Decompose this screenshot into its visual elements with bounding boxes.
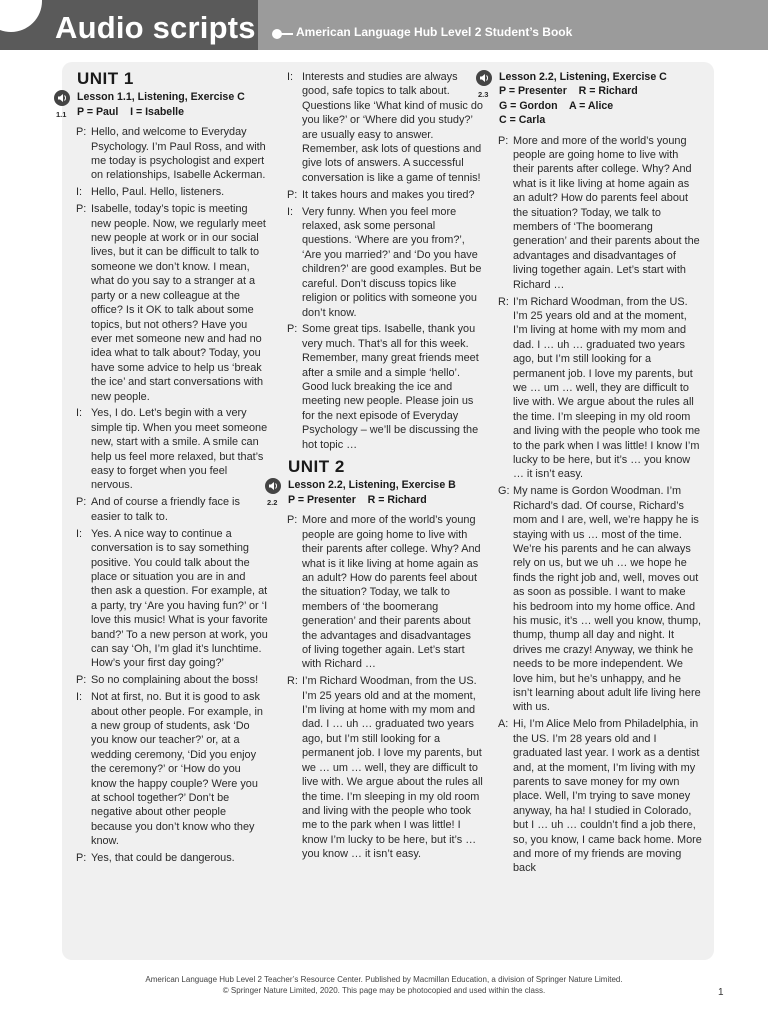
speaker-label: P: <box>76 126 87 139</box>
unit-heading: UNIT 2 <box>288 457 345 477</box>
book-title: American Language Hub Level 2 Student’s Book <box>296 25 573 39</box>
track-number: 2.2 <box>267 498 278 508</box>
track-number: 1.1 <box>56 110 67 120</box>
script-lines <box>72 125 268 865</box>
speaker-text: Yes, I do. Let’s begin with a very simple tip. When you meet someone new, start with a smile. A smile can help us feel more relaxed, but that’s easy to forget when you feel nervous. <box>91 407 268 492</box>
column-3 <box>478 70 702 878</box>
speaker-label: R: <box>287 675 298 688</box>
script-turn <box>72 690 268 848</box>
speaker-label: P: <box>76 674 87 687</box>
speaker-label: A: <box>498 718 509 731</box>
footer-copyright: © Springer Nature Limited, 2020. This page may be photocopied and used within the class. <box>222 986 546 995</box>
script-turn <box>494 134 702 292</box>
speaker-label: I: <box>76 407 83 420</box>
speaker-text: My name is Gordon Woodman. I’m Richard’s dad. Of course, Richard’s mom and I are, well, we’re happy he is staying with us … most of the time. We’re his parents and he can always rely on us, but we uh … we hope he finds the right job and, well, moves out as soon as possible. I want to make his bedroom into my home office. And his music, it’s … well you know, thump, thump, thump all day and night. It drives me crazy! Anyway, we think he needs to be more independent. We love him, but he’s unhappy, and he isn’t learning about adult life living here with us. <box>513 485 702 714</box>
speaker-text: Yes, that could be dangerous. <box>91 852 235 865</box>
script-turn <box>72 202 268 404</box>
speaker-label: I: <box>287 205 294 218</box>
speaker-text: More and more of the world’s young people are going home to live with their parents after college. Why? And what is it like living at home again as an adult? How do parents feel about the situation? Today, we talk to members of ‘The boomerang generation’ and their parents about the advantages and disadvantages of living together again. Let’s start with Richard … <box>513 134 700 291</box>
speaker-text: Some great tips. Isabelle, thank you very much. That’s all for this week. Remember, many great friends meet after a smile and a simple ‘hello’. Good luck breaking the ice and meeting new people. Please join us for the next episode of Everyday Psychology – we’ll be discussing the hot topic … <box>302 323 479 451</box>
speaker-text: So no complaining about the boss! <box>91 674 259 687</box>
lesson-header <box>478 70 702 128</box>
speaker-label: I: <box>76 186 83 199</box>
script-turn <box>72 495 268 524</box>
script-turn <box>72 406 268 492</box>
lesson-title: Lesson 1.1, Listening, Exercise C <box>77 91 245 104</box>
speaker-text: And of course a friendly face is easier to talk to. <box>91 496 240 523</box>
speaker-label: P: <box>76 496 87 509</box>
audio-speaker-icon[interactable] <box>476 70 492 86</box>
script-lines <box>494 134 702 876</box>
page-number: 1 <box>718 987 724 998</box>
speaker-label: I: <box>76 527 83 540</box>
audio-speaker-icon[interactable] <box>54 90 70 106</box>
script-lines <box>283 70 483 452</box>
script-turn <box>283 70 483 185</box>
page-title: Audio scripts <box>55 10 256 45</box>
script-turn <box>72 125 268 183</box>
speaker-label: P: <box>76 852 87 865</box>
cast-list: P = Presenter R = Richard <box>288 493 427 506</box>
page-footer <box>0 974 768 996</box>
cast-list: G = Gordon A = Alice <box>499 99 614 112</box>
speaker-text: Isabelle, today’s topic is meeting new people. Now, we regularly meet new people at work or in our social lives, but it can be difficult to talk to someone we don’t know. I mean, what do you say to a stranger at a party or a new colleague at the office? Is it OK to talk about some topics, but not others? Have you ever met someone new and had no idea what to talk about? Today, you have some advice to help us ‘break the ice’ and start conversations with new people. <box>91 203 266 403</box>
script-turn <box>494 295 702 482</box>
script-turn <box>72 185 268 199</box>
lesson-header <box>56 90 268 120</box>
speaker-text: Hi, I’m Alice Melo from Philadelphia, in the US. I’m 28 years old and I graduated last year. I work as a dentist and, at the moment, I’m living with my parents to save money for my own place. Well, I’m trying to save money anyway, ha ha! I studied in Colorado, but I … uh … couldn’t find a job there, so, you know, I came back home. More and more of my friends are moving back <box>513 718 702 875</box>
footer-publisher: American Language Hub Level 2 Teacher’s Resource Center. Published by Macmillan Education, a division of Springer Nature Limited. <box>145 975 623 984</box>
script-turn <box>494 484 702 715</box>
speaker-label: I: <box>76 691 83 704</box>
audio-speaker-icon[interactable] <box>265 478 281 494</box>
speaker-text: Very funny. When you feel more relaxed, ask some personal questions. ‘Where are you from?’, ‘Are you married?’ and ‘Do you have children?’ are good examples. But be careful. Don’t discuss topics like religion or politics with someone you don’t know. <box>302 205 482 319</box>
column-1 <box>56 69 268 868</box>
script-turn <box>283 322 483 452</box>
script-turn <box>72 527 268 671</box>
lesson-title: Lesson 2.2, Listening, Exercise C <box>499 71 667 83</box>
lesson-title: Lesson 2.2, Listening, Exercise B <box>288 479 456 492</box>
lesson-header <box>267 478 483 508</box>
script-turn <box>283 674 483 861</box>
script-lines <box>283 513 483 861</box>
script-turn <box>283 513 483 671</box>
unit-heading: UNIT 1 <box>77 69 134 88</box>
speaker-label: P: <box>287 514 298 527</box>
speaker-label: R: <box>498 295 509 308</box>
script-turn <box>283 188 483 202</box>
speaker-text: Hello, Paul. Hello, listeners. <box>91 186 225 199</box>
page-header <box>0 0 768 50</box>
bullet-line <box>281 33 293 35</box>
speaker-text: I’m Richard Woodman, from the US. I’m 25 years old and at the moment, I’m living at home with my mom and dad. I … uh … graduated two years ago, but I’m still looking for a permanent job. I love my parents, but we … um … well, they are difficult to live with. We argue about the rules all the time. I’m sleeping in my old room and living with the people who took me to the park when I was little! I know I’m lucky to be here, but it’s … you know … it isn’t easy. <box>513 295 701 481</box>
speaker-label: G: <box>498 485 510 498</box>
script-turn <box>494 717 702 875</box>
speaker-text: Hello, and welcome to Everyday Psychology. I’m Paul Ross, and with me today is psychologist and expert on relationships, Isabelle Ackerman. <box>91 126 266 182</box>
speaker-label: P: <box>287 188 298 201</box>
cast-list: C = Carla <box>499 114 546 127</box>
script-turn <box>283 205 483 320</box>
speaker-label: I: <box>287 71 294 83</box>
speaker-label: P: <box>498 134 509 147</box>
speaker-text: Yes. A nice way to continue a conversation is to say something positive. You could talk about the place or situation you are in and then ask a question. For example, at a party, try ‘Are you having fun?’ or ‘I love this music! What is your favorite band?’ To a new person at work, you can say ‘Oh, I’m glad it’s lunchtime. How’s your first day going?’ <box>91 527 268 670</box>
column-2 <box>267 70 483 864</box>
track-number: 2.3 <box>478 90 489 99</box>
speaker-label: P: <box>287 323 298 336</box>
speaker-label: P: <box>76 203 87 216</box>
cast-list: P = Presenter R = Richard <box>499 85 638 98</box>
cast-list: P = Paul I = Isabelle <box>77 105 184 118</box>
speaker-text: Interests and studies are always good, safe topics to talk about. Questions like ‘What kind of music do you like?’ or ‘Where did you study?’ are usually easy to answer. Remember, ask lots of questions and give lots of answers. A successful conversation is like a game of tennis! <box>302 71 483 184</box>
speaker-text: I’m Richard Woodman, from the US. I’m 25 years old and at the moment, I’m living at home with my mom and dad. I … uh … graduated two years ago, but I’m still looking for a permanent job. I love my parents, but we … um … well, they are difficult to live with. We argue about the rules all the time. I’m sleeping in my old room and living with the people who took me to the park when I was little! I know I’m lucky to be here, but it’s … you know … it isn’t easy. <box>302 675 483 861</box>
speaker-text: Not at first, no. But it is good to ask about other people. For example, in a new group of students, ask ‘Do you know our teacher?’ or, at a wedding ceremony, ‘Did you enjoy the ceremony?’ or ‘How do you know the happy couple? Were you at school together?’ Don’t be negative about other people because you don’t know who they know. <box>91 691 263 848</box>
header-corner-decoration <box>0 0 42 32</box>
speaker-text: It takes hours and makes you tired? <box>302 188 475 201</box>
script-turn <box>72 851 268 865</box>
script-turn <box>72 673 268 687</box>
speaker-text: More and more of the world’s young people are going home to live with their parents after college. Why? And what is it like living at home again as an adult? How do parents feel about the situation? Today, we talk to members of ‘the boomerang generation’ and their parents about the advantages and disadvantages of living together again. Let’s start with Richard … <box>302 514 481 671</box>
